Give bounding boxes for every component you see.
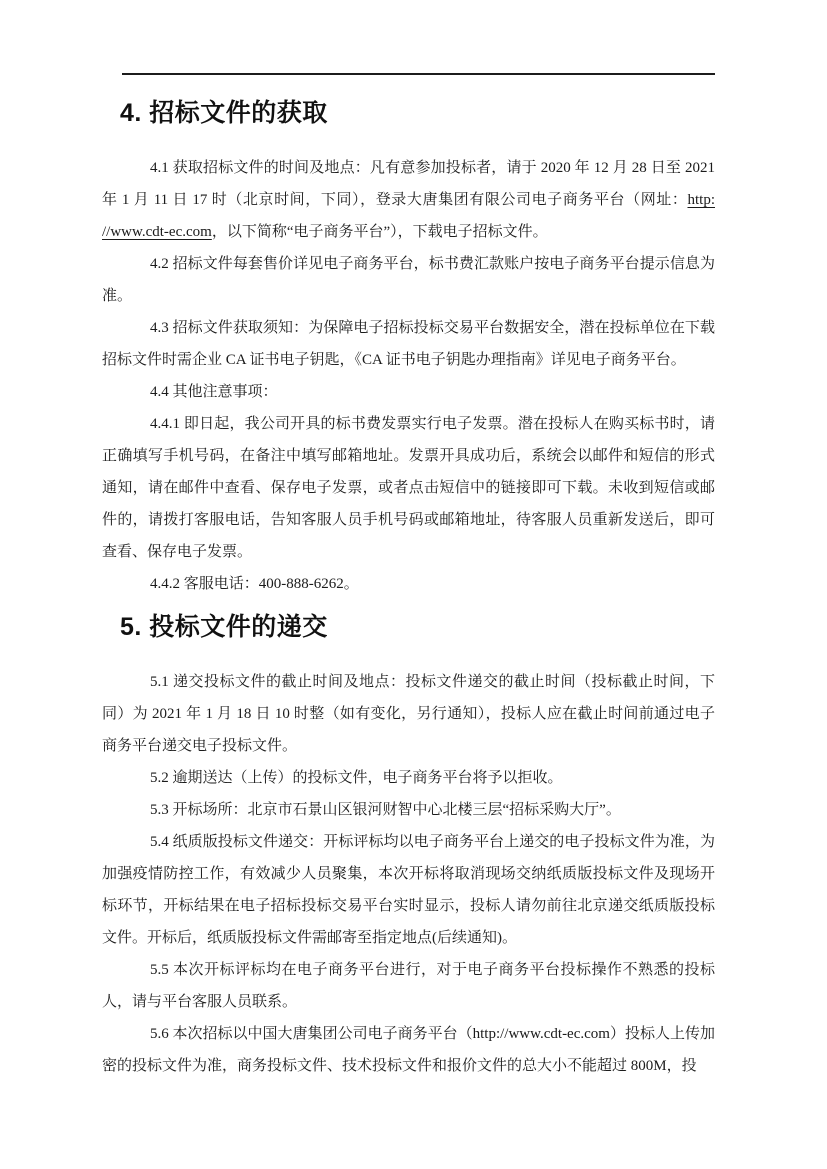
- cdt-ec-url-link-scheme[interactable]: http:: [687, 192, 715, 208]
- section-4-heading: 4. 招标文件的获取: [120, 99, 328, 127]
- paragraph-4-1-text-after: ，以下简称“电子商务平台”），下载电子招标文件。: [211, 224, 548, 240]
- page-content: [102, 92, 715, 1082]
- paragraph-4-3: 4.3 招标文件获取须知：为保障电子招标投标交易平台数据安全，潜在投标单位在下载招标文件时需企业 CA 证书电子钥匙，《CA 证书电子钥匙办理指南》详见电子商务平台。: [102, 320, 715, 368]
- paragraph-4-4-2: 4.4.2 客服电话：400-888-6262。: [150, 576, 359, 592]
- paragraph-4-1-text-before: 4.1 获取招标文件的时间及地点：凡有意参加投标者，请于 2020 年 12 月 28 日至 2021 年 1 月 11 日 17 时（北京时间，下同），登录大唐集团有限公司电子商务平台（网址：: [102, 160, 715, 208]
- section-5-heading: 5. 投标文件的递交: [120, 613, 328, 641]
- paragraph-4-4-1: 4.4.1 即日起，我公司开具的标书费发票实行电子发票。潜在投标人在购买标书时，请正确填写手机号码，在备注中填写邮箱地址。发票开具成功后，系统会以邮件和短信的形式通知，请在邮件中查看、保存电子发票，或者点击短信中的链接即可下载。未收到短信或邮件的，请拨打客服电话，告知客服人员手机号码或邮箱地址，待客服人员重新发送后，即可查看、保存电子发票。: [102, 416, 715, 560]
- paragraph-5-5: 5.5 本次开标评标均在电子商务平台进行，对于电子商务平台投标操作不熟悉的投标人，请与平台客服人员联系。: [102, 962, 715, 1010]
- paragraph-5-2: 5.2 逾期送达（上传）的投标文件，电子商务平台将予以拒收。: [150, 770, 563, 786]
- paragraph-4-4: 4.4 其他注意事项：: [150, 384, 278, 400]
- header-rule: [122, 73, 715, 75]
- paragraph-5-6: 5.6 本次招标以中国大唐集团公司电子商务平台（http://www.cdt-ec.com）投标人上传加密的投标文件为准，商务投标文件、技术投标文件和报价文件的总大小不能超过 800M，投: [102, 1026, 715, 1074]
- paragraph-4-1: [102, 152, 715, 248]
- paragraph-5-1: 5.1 递交投标文件的截止时间及地点：投标文件递交的截止时间（投标截止时间，下同）为 2021 年 1 月 18 日 10 时整（如有变化，另行通知），投标人应在截止时间前通过电子商务平台递交电子投标文件。: [102, 674, 715, 754]
- cdt-ec-url-link-host[interactable]: //www.cdt-ec.com: [102, 224, 212, 240]
- paragraph-5-3: 5.3 开标场所：北京市石景山区银河财智中心北楼三层“招标采购大厅”。: [150, 802, 621, 818]
- paragraph-5-4: 5.4 纸质版投标文件递交：开标评标均以电子商务平台上递交的电子投标文件为准，为加强疫情防控工作，有效减少人员聚集，本次开标将取消现场交纳纸质版投标文件及现场开标环节，开标结果在电子招标投标交易平台实时显示，投标人请勿前往北京递交纸质版投标文件。开标后，纸质版投标文件需邮寄至指定地点(后续通知)。: [102, 834, 715, 946]
- paragraph-4-2: 4.2 招标文件每套售价详见电子商务平台，标书费汇款账户按电子商务平台提示信息为准。: [102, 256, 715, 304]
